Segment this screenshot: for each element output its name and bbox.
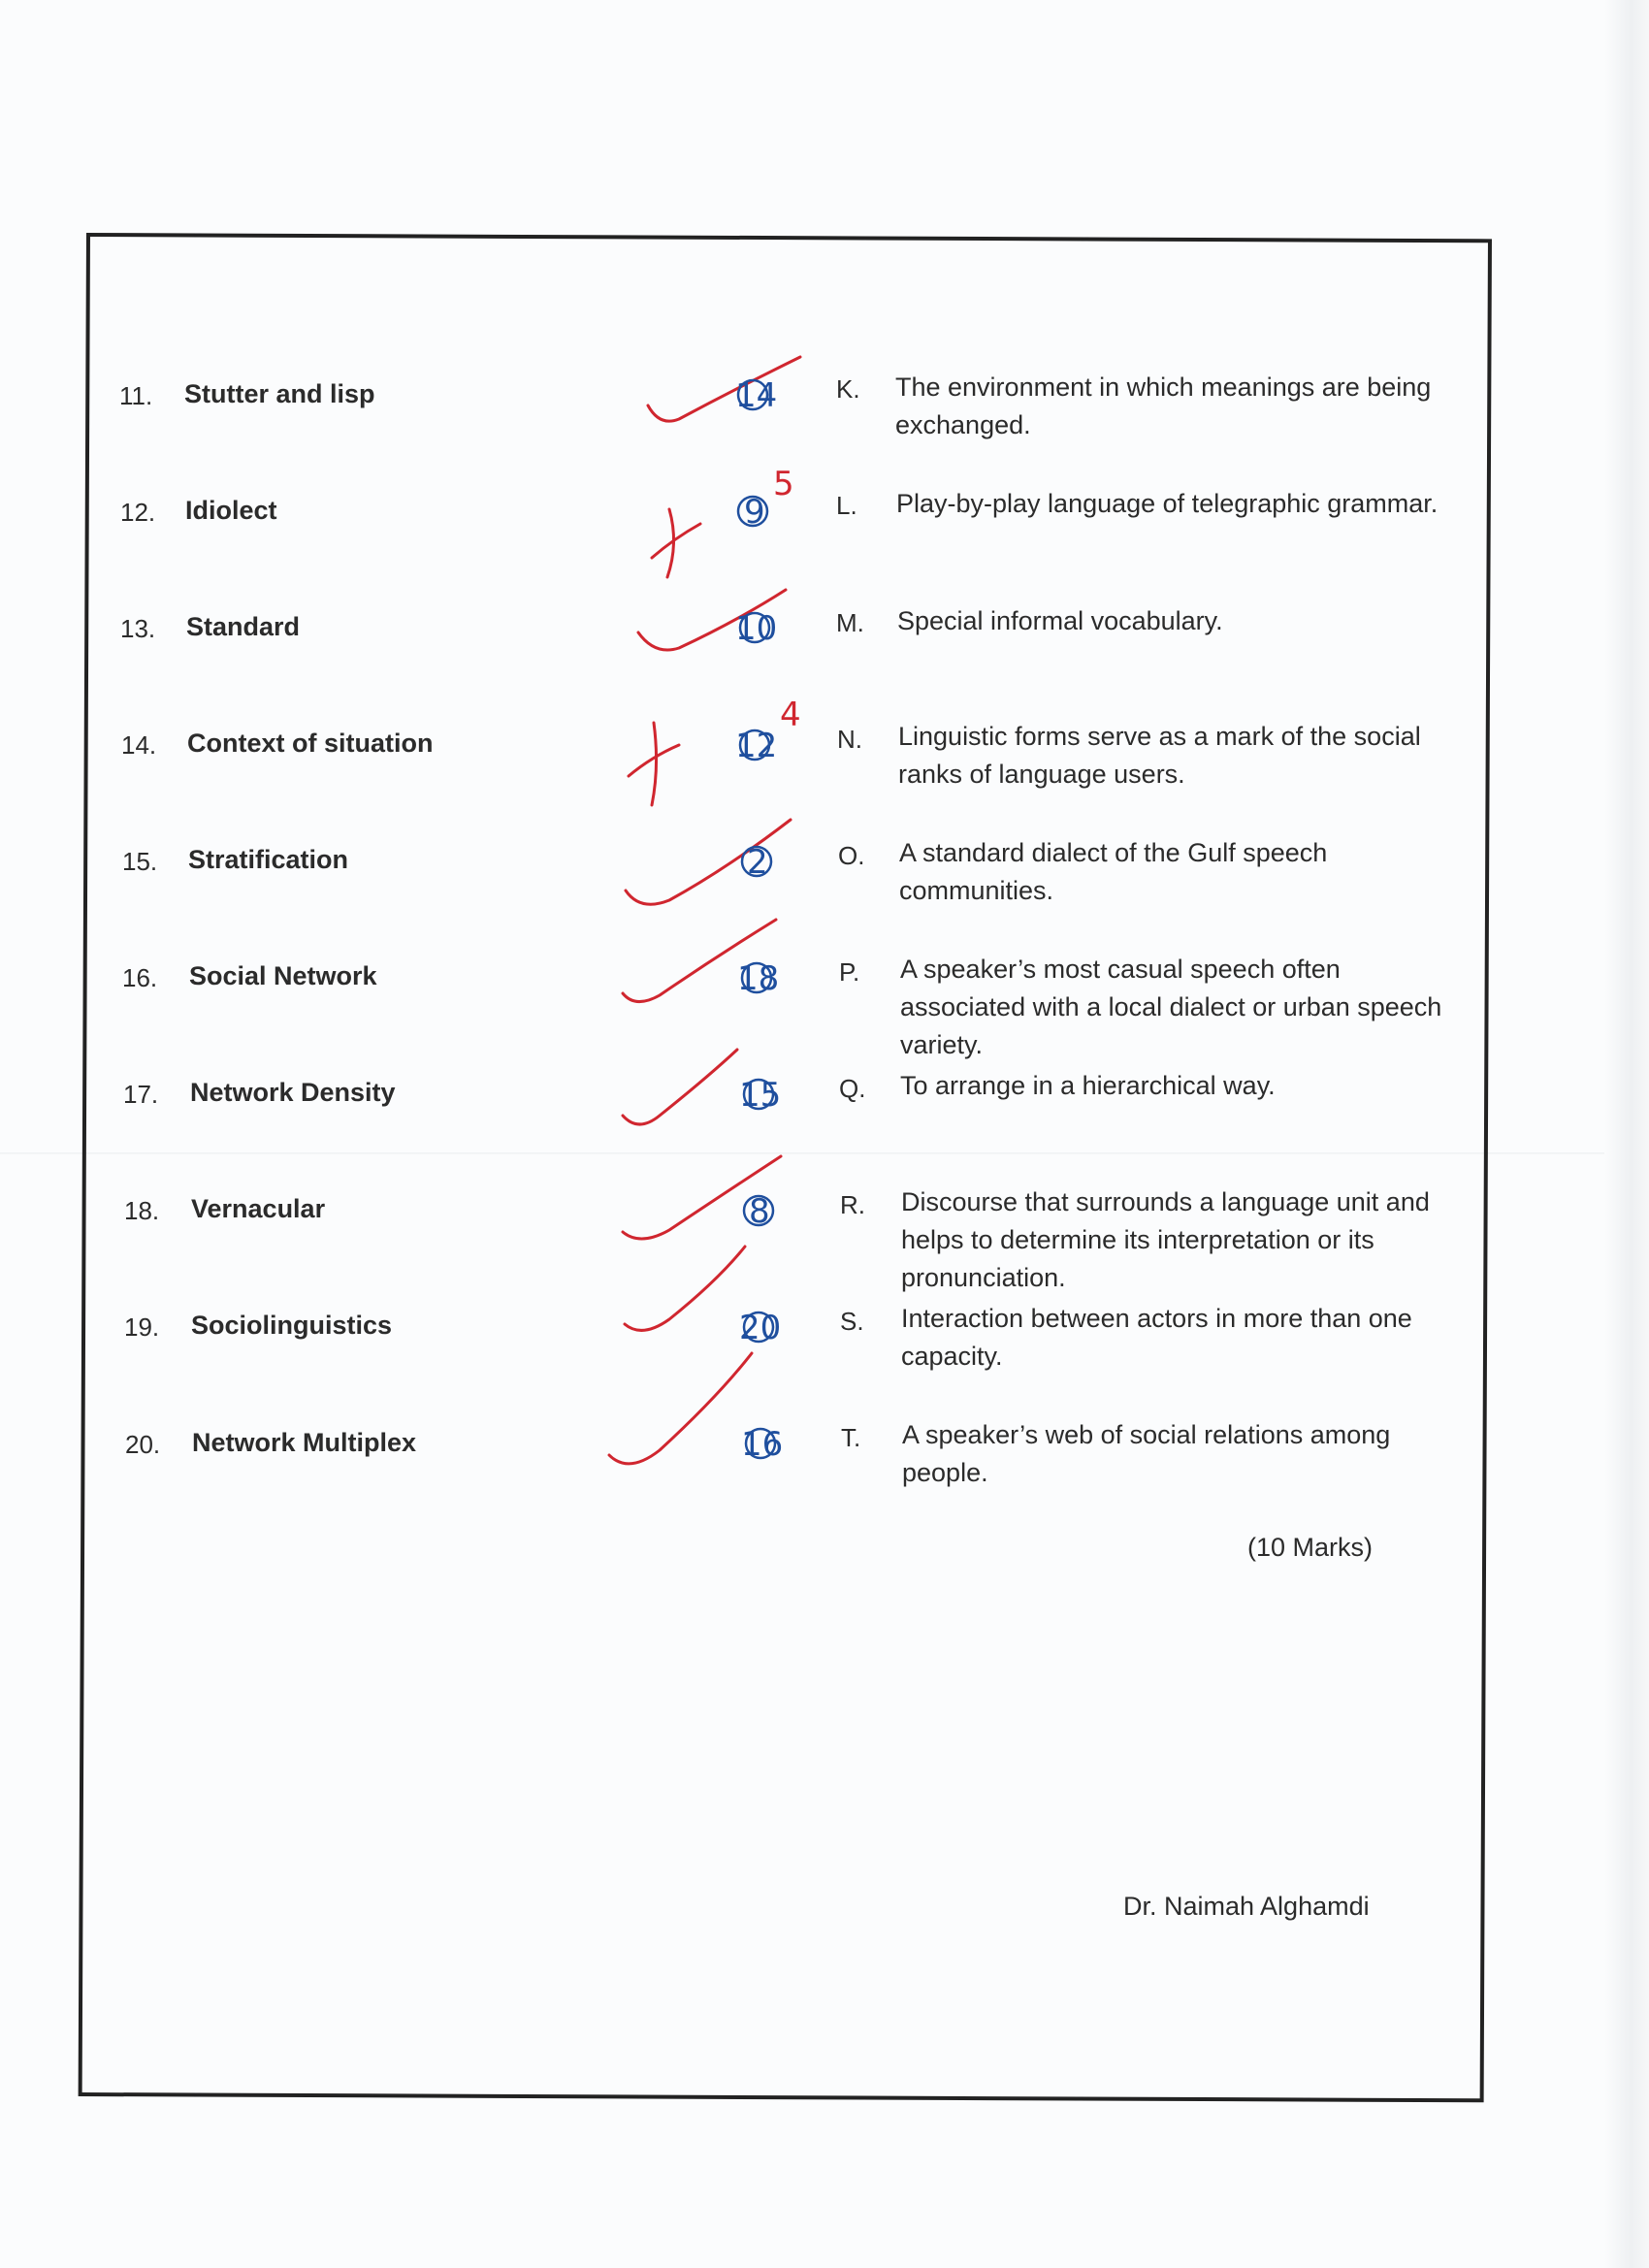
handwritten-answer: 16 — [741, 1425, 784, 1464]
total-marks: (10 Marks) — [1247, 1533, 1374, 1562]
definition-text: The environment in which meanings are being exchanged. — [895, 373, 1432, 439]
handwritten-correction: 4 — [780, 696, 801, 734]
paper-edge-shadow — [1604, 0, 1649, 2268]
definition-letter: O. — [838, 841, 865, 870]
definition-letter: S. — [840, 1307, 864, 1336]
question-number: 19. — [124, 1312, 160, 1342]
question-number: 17. — [123, 1080, 159, 1109]
question-term: Context of situation — [187, 729, 434, 758]
question-number: 13. — [120, 614, 156, 643]
handwritten-answer: 9 — [744, 493, 765, 532]
definition-letter: M. — [836, 608, 864, 637]
definition-letter: N. — [837, 725, 862, 754]
definition-letter: T. — [841, 1423, 861, 1452]
question-term: Social Network — [189, 961, 377, 990]
definition-text: Linguistic forms serve as a mark of the social ranks of language users. — [898, 722, 1421, 789]
definition-letter: L. — [836, 491, 857, 520]
question-number: 12. — [120, 498, 156, 527]
question-number: 18. — [124, 1196, 160, 1225]
definition-text: Interaction between actors in more than one capacity. — [901, 1304, 1412, 1371]
question-number: 16. — [122, 963, 158, 992]
definition-text: Special informal vocabulary. — [897, 606, 1223, 635]
definition-text: To arrange in a hierarchical way. — [900, 1071, 1276, 1100]
handwritten-answer: 10 — [735, 609, 778, 648]
handwritten-answer: 8 — [749, 1192, 770, 1231]
definition-text: A speaker’s web of social relations among people. — [902, 1420, 1391, 1487]
question-term: Network Multiplex — [192, 1428, 417, 1457]
definition-text: Play-by-play language of telegraphic grammar. — [896, 489, 1439, 518]
question-term: Standard — [186, 612, 301, 641]
question-number: 15. — [122, 847, 158, 876]
question-number: 14. — [121, 730, 157, 760]
definition-letter: R. — [840, 1190, 865, 1219]
question-term: Stutter and lisp — [184, 379, 375, 408]
examiner-signature-name: Dr. Naimah Alghamdi — [1123, 1892, 1370, 1921]
question-number: 11. — [119, 381, 153, 410]
question-number: 20. — [125, 1430, 161, 1459]
handwritten-answer: 14 — [735, 376, 778, 415]
question-term: Idiolect — [185, 496, 277, 525]
handwritten-answer: 20 — [739, 1309, 782, 1347]
definition-text: Discourse that surrounds a language unit and helps to determine its interpretation or its pronunciation. — [901, 1187, 1430, 1292]
question-term: Network Density — [190, 1078, 396, 1107]
definition-text: A standard dialect of the Gulf speech communities. — [899, 838, 1328, 905]
handwritten-correction: 5 — [773, 465, 794, 503]
question-term: Sociolinguistics — [191, 1311, 393, 1340]
handwritten-answer: 2 — [747, 843, 768, 882]
question-term: Vernacular — [191, 1194, 326, 1223]
definition-letter: P. — [839, 957, 860, 987]
definition-letter: K. — [836, 374, 860, 404]
handwritten-answer: 18 — [737, 959, 780, 998]
definition-text: A speaker’s most casual speech often associated with a local dialect or urban speech variety. — [900, 955, 1442, 1059]
definition-letter: Q. — [839, 1074, 866, 1103]
handwritten-answer: 12 — [735, 727, 778, 765]
handwritten-answer: 15 — [739, 1076, 782, 1115]
question-term: Stratification — [188, 845, 349, 874]
